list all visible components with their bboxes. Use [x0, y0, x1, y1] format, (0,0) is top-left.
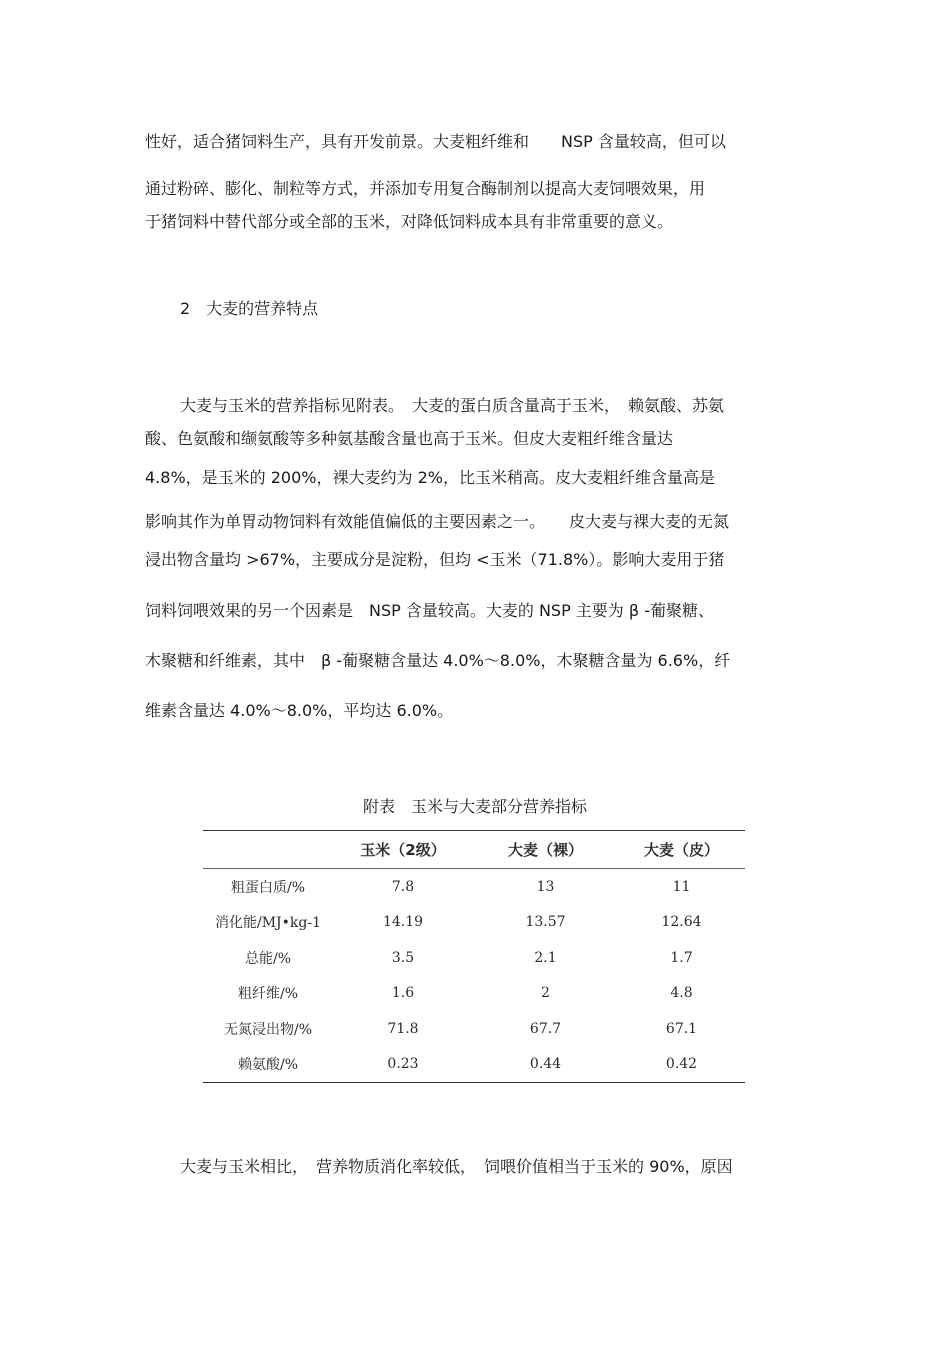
table-cell: 7.8 [391, 878, 415, 895]
paragraph-line: 浸出物含量均 >67%，主要成分是淀粉，但均 <玉米（71.8%）。影响大麦用于猪 [145, 550, 725, 569]
row-label: 总能/% [244, 950, 292, 967]
table-cell: 11 [672, 878, 691, 895]
table-cell: 2.1 [534, 949, 557, 966]
paragraph-line: 性好，适合猪饲料生产，具有开发前景。大麦粗纤维和 NSP 含量较高，但可以 [145, 132, 726, 151]
table-row [203, 976, 745, 1012]
paragraph-line: 酸、色氨酸和缬氨酸等多种氨基酸含量也高于玉米。但皮大麦粗纤维含量达 [145, 429, 674, 448]
section-heading: 2 大麦的营养特点 [180, 299, 319, 318]
header-cell: 大麦（皮） [643, 841, 719, 859]
table-cell: 13.57 [525, 914, 566, 931]
header-cell: 大麦（裸） [507, 841, 583, 859]
paragraph-line: 维素含量达 4.0%～8.0%，平均达 6.0%。 [145, 701, 454, 720]
header-cell: 玉米（2级） [360, 841, 446, 859]
table-cell: 14.19 [382, 914, 424, 931]
table-cell: 0.23 [387, 1056, 419, 1073]
table-row [203, 1011, 745, 1047]
paragraph-line: 木聚糖和纤维素，其中 β -葡聚糖含量达 4.0%～8.0%，木聚糖含量为 6.6%，纤 [145, 651, 731, 670]
row-label: 无氮浸出物/% [223, 1021, 313, 1038]
table-row [203, 905, 745, 941]
paragraph-line: 大麦与玉米相比， 营养物质消化率较低， 饲喂价值相当于玉米的 90%，原因 [180, 1157, 733, 1176]
table-caption: 附表 玉米与大麦部分营养指标 [362, 797, 587, 816]
table-cell: 2 [541, 985, 550, 1002]
paragraph-line: 大麦与玉米的营养指标见附表。 大麦的蛋白质含量高于玉米， 赖氨酸、苏氨 [180, 396, 725, 415]
row-label: 粗纤维/% [237, 986, 299, 1003]
table-cell: 1.6 [391, 985, 415, 1002]
table-cell: 12.64 [661, 914, 702, 931]
header-cell [203, 831, 333, 869]
table-row [203, 940, 745, 976]
nutrition-table [203, 830, 745, 1083]
table-cell: 3.5 [391, 949, 415, 966]
paragraph-line: 通过粉碎、膨化、制粒等方式，并添加专用复合酶制剂以提高大麦饲喂效果，用 [145, 179, 706, 198]
table-row [203, 1047, 745, 1083]
table-row [203, 869, 745, 905]
table-cell: 1.7 [670, 949, 693, 966]
paragraph-line: 影响其作为单胃动物饲料有效能值偏低的主要因素之一。 皮大麦与裸大麦的无氮 [145, 512, 730, 531]
table-cell: 0.44 [529, 1056, 562, 1073]
paragraph-line: 饲料饲喂效果的另一个因素是 NSP 含量较高。大麦的 NSP 主要为 β -葡聚糖、 [145, 601, 714, 620]
row-label: 粗蛋白质/% [230, 879, 306, 896]
table-cell: 67.1 [665, 1020, 698, 1037]
row-label: 消化能/MJ•kg-1 [214, 915, 321, 932]
table-cell: 71.8 [387, 1020, 419, 1037]
paragraph-line: 4.8%，是玉米的 200%，裸大麦约为 2%，比玉米稍高。皮大麦粗纤维含量高是 [145, 468, 715, 487]
table-header-row [203, 831, 745, 869]
table-cell: 0.42 [665, 1056, 698, 1073]
table-cell: 4.8 [670, 985, 693, 1002]
table-cell: 13 [536, 878, 555, 895]
paragraph-line: 于猪饲料中替代部分或全部的玉米，对降低饲料成本具有非常重要的意义。 [145, 212, 674, 231]
row-label: 赖氨酸/% [237, 1057, 299, 1074]
table-cell: 67.7 [529, 1020, 562, 1037]
